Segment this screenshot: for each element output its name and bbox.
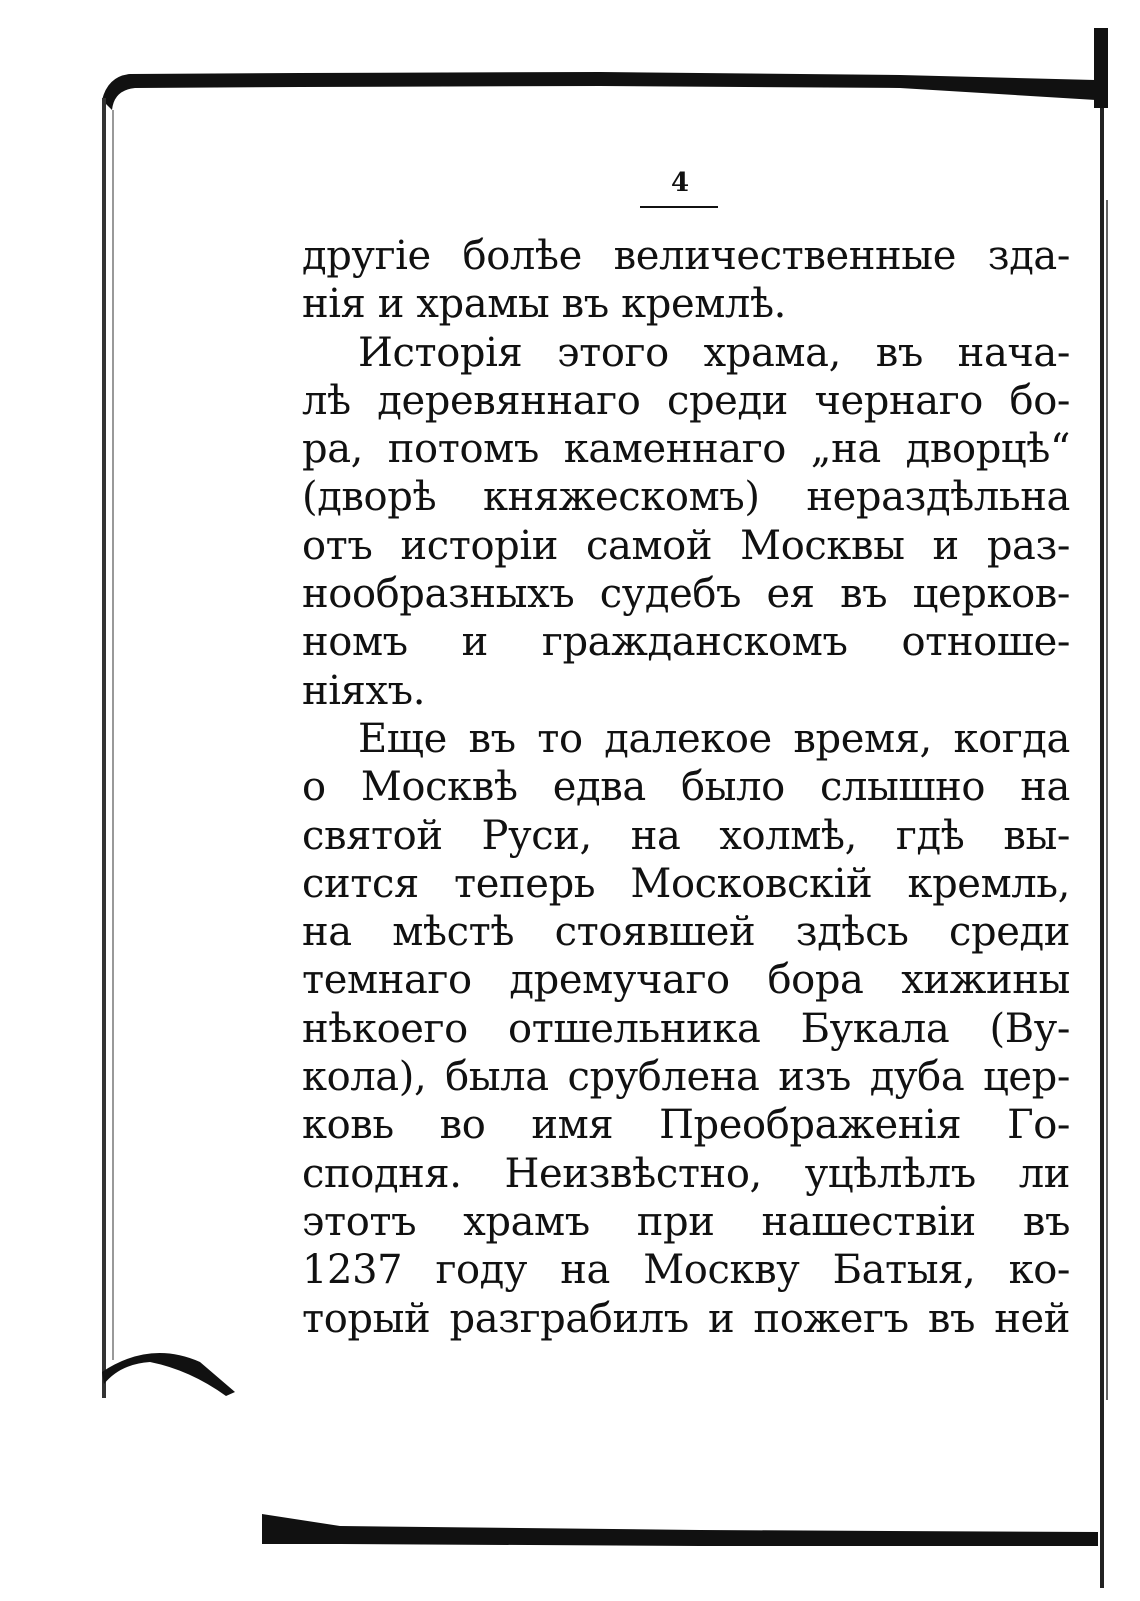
text-line: темнаго дремучаго бора хижины (302, 957, 1070, 1004)
text-line: о Москвѣ едва было слышно на (302, 764, 1070, 811)
text-line: нія и храмы въ кремлѣ. (302, 281, 786, 328)
text-line: ра, потомъ каменнаго „на дворцѣ“ (302, 426, 1070, 473)
text-line: другіе болѣе величественные зда- (302, 233, 1070, 279)
text-line: ніяхъ. (302, 667, 426, 714)
text-line: нѣкоего отшельника Букала (Ву- (302, 1005, 1070, 1052)
text-line: Еще въ то далекое время, когда (358, 715, 1070, 762)
text-line: святой Руси, на холмѣ, гдѣ вы- (302, 812, 1070, 859)
text-line: ковь во имя Преображенія Го- (302, 1102, 1070, 1149)
text-line: кола), была срублена изъ дуба цер- (302, 1054, 1070, 1101)
text-line: отъ исторіи самой Москвы и раз- (302, 522, 1070, 569)
text-line: 1237 году на Москву Батыя, ко- (302, 1247, 1070, 1294)
text-line: сподня. Неизвѣстно, уцѣлѣлъ ли (302, 1150, 1070, 1197)
text-line: на мѣстѣ стоявшей здѣсь среди (302, 909, 1070, 956)
text-line: Исторія этого храма, въ нача- (358, 329, 1070, 376)
text-line: этотъ храмъ при нашествіи въ (302, 1198, 1070, 1245)
text-line: сится теперь Московскій кремль, (302, 860, 1070, 907)
body-text (302, 232, 1070, 1343)
text-line: нообразныхъ судебъ ея въ церков- (302, 571, 1070, 618)
page-number: 4 (670, 168, 690, 198)
text-line: (дворѣ княжескомъ) нераздѣльна (302, 474, 1070, 521)
text-line: торый разграбилъ и пожегъ въ ней (302, 1295, 1070, 1342)
page-number-rule (640, 206, 718, 208)
text-line: номъ и гражданскомъ отноше- (302, 619, 1070, 666)
text-line: лѣ деревяннаго среди чернаго бо- (302, 377, 1070, 424)
